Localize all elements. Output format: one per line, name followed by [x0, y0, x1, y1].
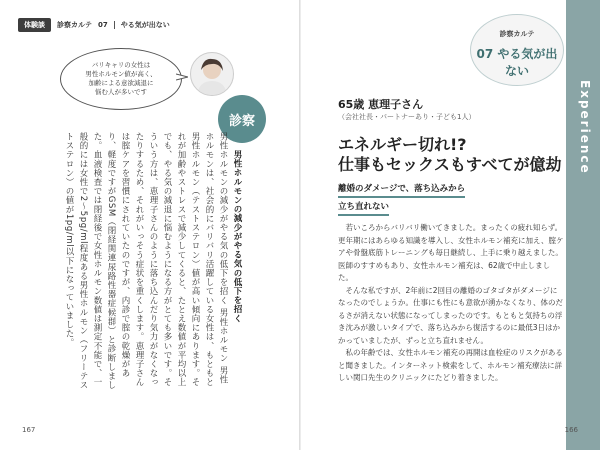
- right-body-text: [338, 222, 564, 385]
- page-number-right: 166: [564, 426, 578, 434]
- article-title-line-1: エネルギー切れ!?: [338, 135, 467, 154]
- header-divider: [114, 21, 115, 29]
- bubble-tail-icon: [176, 72, 188, 82]
- page-number-left: 167: [22, 426, 36, 434]
- side-strip: [566, 0, 600, 450]
- paragraph: 私の年齢では、女性ホルモン補充の再開は血栓症のリスクがあると聞きました。インターネット検索をして、ホルモン補充療法に詳しい関口先生のクリニックにたどり着きました。: [338, 348, 563, 382]
- bubble-text: バリキャリの女性は 男性ホルモン値が高く、 加齢による意欲減退に 悩む人が多いです: [85, 61, 157, 96]
- series-number: 07: [98, 21, 108, 29]
- lead-line-2: 立ち直れない: [338, 200, 389, 216]
- shinsatsu-label: 診察: [218, 95, 266, 143]
- paragraph: 若いころからバリバリ働いてきました。まったくの疲れ知らず。更年期にはあらゆる知識を導入し、女性ホルモン補充に加え、腟ケアや骨盤底筋トレーニングも毎日継続し、上手に乗り越えました。医師のすすめもあり、女性ホルモン補充は、62歳で中止しました。: [338, 223, 564, 282]
- left-body-text: 男性ホルモンの減少がやる気の低下を招く 男性ホルモン 男性ホルモンは、社会的にバリバリ活躍している女性は、もともと男性ホルモン（テストステロン）値が高い傾向にあります。それが加齢やストレスで減少してくると、たとえ数値が平均以上でも、やる気の減退に悩むようになる方がとても多いです。そういう方は、恵理子さんのように落ち込んだり気力がなくなったりするため、それがいっそう症状を重くします。恵理子さんは腟ケアを習慣にされていたのですが、内診で腟の乾燥があり、軽度ですがGSM（閉経関連尿路性器症候群）と診断しました。血液検査では閉経後で女性ホルモン数値は測定不能で、一般的には女性で2～5pg/ml程度ある男性ホルモン（フリーテストステロン）の値が1pg/ml以下になっていました。: [64, 132, 228, 390]
- karte-badge: [470, 14, 564, 86]
- page-header: [18, 18, 170, 32]
- patient-meta: （会社社長・パートナーあり・子ども1人）: [338, 113, 476, 121]
- speech-bubble: [60, 48, 182, 110]
- category-badge: 体験談: [18, 18, 51, 32]
- doctor-portrait-icon: [191, 53, 233, 95]
- karte-label: 診察カルテ: [499, 30, 535, 38]
- left-heading: 男性ホルモンの減少がやる気の低下を招く: [232, 150, 242, 323]
- paragraph: そんな私ですが、2年前に2回目の離婚のゴタゴタがダメージになったのでしょうか。仕事にも性にも意欲が湧かなくなり、体のだるさが消えない状態になってしまったのです。もともと気持ちの浮き沈みが激しいタイプで、落ち込みから復活するのに最低3日はかかっていましたが、ずっと立ち直れません。: [338, 285, 563, 345]
- book-gutter: [299, 0, 301, 450]
- lead-line-1: 離婚のダメージで、落ち込みから: [338, 182, 465, 198]
- side-label: Experience: [578, 80, 592, 175]
- doctor-avatar: [190, 52, 234, 96]
- article-title-line-2: 仕事もセックスもすべてが億劫: [338, 155, 562, 174]
- karte-number: 07 やる気が出ない: [476, 47, 558, 78]
- header-title: やる気が出ない: [120, 21, 170, 29]
- patient-name: 65歳 恵理子さん: [338, 98, 424, 111]
- series-label: 診察カルテ: [57, 21, 92, 29]
